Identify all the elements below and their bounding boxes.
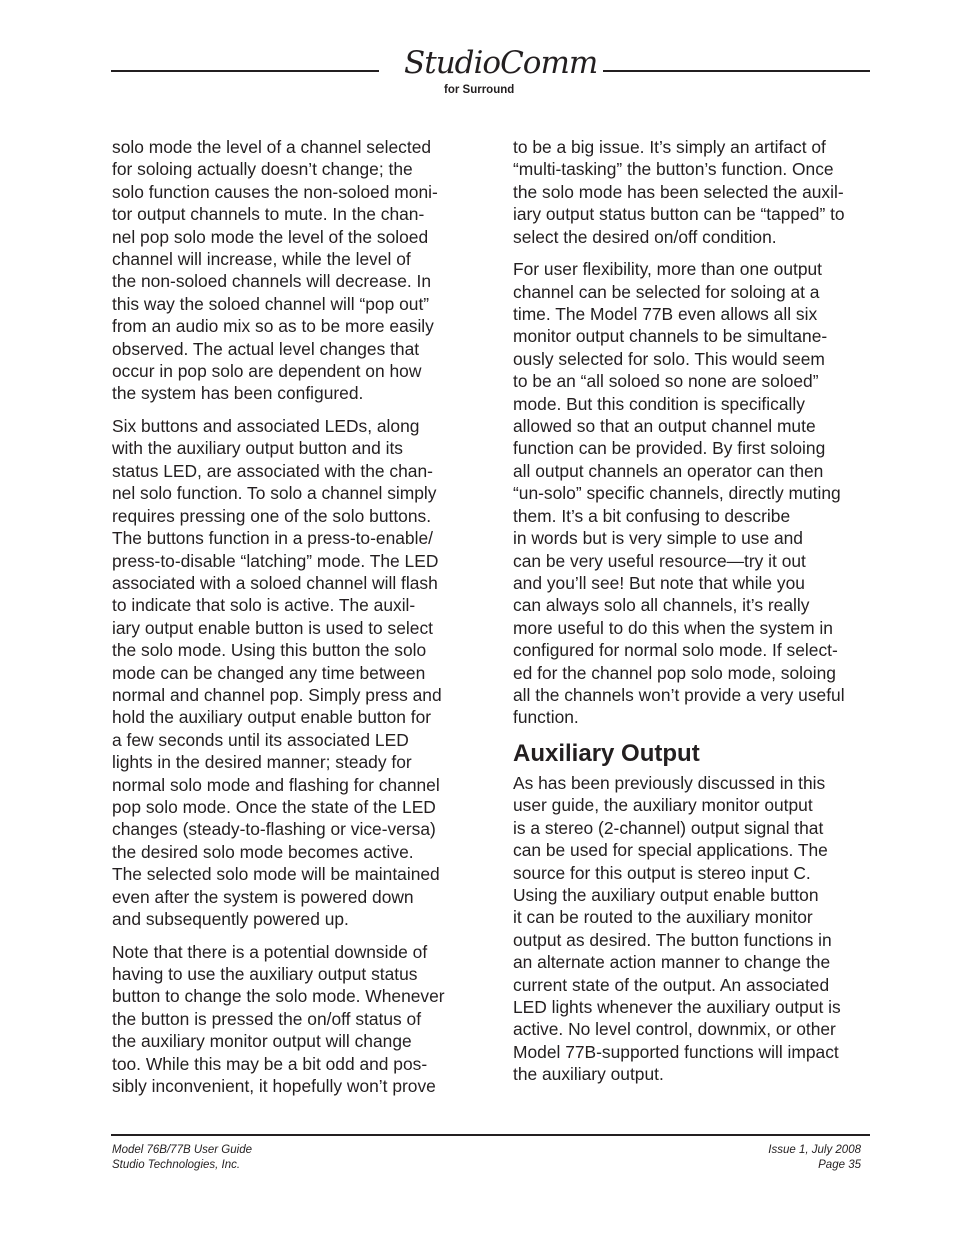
footer-issue: Issue 1, July 2008 xyxy=(768,1144,861,1156)
left-column xyxy=(112,136,472,1108)
footer-doc-title: Model 76B/77B User Guide xyxy=(112,1144,252,1156)
studiocomm-logo: StudioComm xyxy=(404,45,598,81)
footer-company: Studio Technologies, Inc. xyxy=(112,1159,241,1171)
body-paragraph: For user flexibility, more than one output channel can be selected for soloing at a time. The Model 77B even allows all six monitor output channels to be simultane- ously selected for solo. This would seem to be an “all soloed so none are soloed” mode. But this condition is specifically allowed so that an output channel mute function can be provided. By first soloing all output channels an operator can then “un-solo” specific channels, directly muting them. It’s a bit confusing to describe in words but is very simple to use and can be very useful resource—try it out and you’ll see! But note that while you can always solo all channels, it’s really more useful to do this when the system in configured for normal solo mode. If select- ed for the channel pop solo mode, soloing all the channels won’t provide a very useful function. xyxy=(513,259,845,728)
body-paragraph: solo mode the level of a channel selected for soloing actually doesn’t change; the solo function causes the non-soloed moni- tor output channels to mute. In the chan- nel pop solo mode the level of the soloed channel will increase, while the level of the non-soloed channels will decrease. In this way the soloed channel will “pop out” from an audio mix so as to be more easily observed. The actual level changes that occur in pop solo are dependent on how the system has been configured. xyxy=(112,137,438,404)
footer-left xyxy=(112,1143,252,1173)
section-heading: Auxiliary Output xyxy=(513,739,700,767)
footer-rule xyxy=(111,1134,870,1136)
header-rule-left xyxy=(111,70,379,72)
footer-page-number: Page 35 xyxy=(818,1159,861,1171)
body-paragraph: Note that there is a potential downside of having to use the auxiliary output status button to change the solo mode. Whenever the button is pressed the on/off status of the auxiliary monitor output will change too. While this may be a bit odd and pos- sibly inconvenient, it hopefully won’t prove xyxy=(112,941,445,1097)
right-column xyxy=(513,136,875,1096)
body-paragraph: Six buttons and associated LEDs, along with the auxiliary output button and its status LED, are associated with the chan- nel solo function. To solo a channel simply requires pressing one of the solo buttons. The buttons function in a press-to-enable/ press-to-disable “latching” mode. The LED associated with a soloed channel will flash to indicate that solo is active. The auxil- iary output enable button is used to select the solo mode. Using this button the solo mode can be changed any time between normal and channel pop. Simply press and hold the auxiliary output enable button for a few seconds until its associated LED lights in the desired manner; steady for normal solo mode and flashing for channel pop solo mode. Once the state of the LED changes (steady-to-flashing or vice-versa) the desired solo mode becomes active. The selected solo mode will be maintained even after the system is powered down and subsequently powered up. xyxy=(112,416,442,929)
footer-right xyxy=(768,1143,861,1173)
logo-subtitle: for Surround xyxy=(444,84,515,96)
body-paragraph: to be a big issue. It’s simply an artifact of “multi-tasking” the button’s function. Once the solo mode has been selected the auxil- iary output status button can be “tapped” to select the desired on/off condition. xyxy=(513,137,845,247)
body-paragraph: As has been previously discussed in this user guide, the auxiliary monitor output is a stereo (2-channel) output signal that can be used for special applications. The source for this output is stereo input C. Using the auxiliary output enable button it can be routed to the auxiliary monitor output as desired. The button functions in an alternate action manner to change the current state of the output. An associated LED lights whenever the auxiliary output is active. No level control, downmix, or other Model 77B-supported functions will impact the auxiliary output. xyxy=(513,772,841,1085)
header-rule-right xyxy=(603,70,870,72)
